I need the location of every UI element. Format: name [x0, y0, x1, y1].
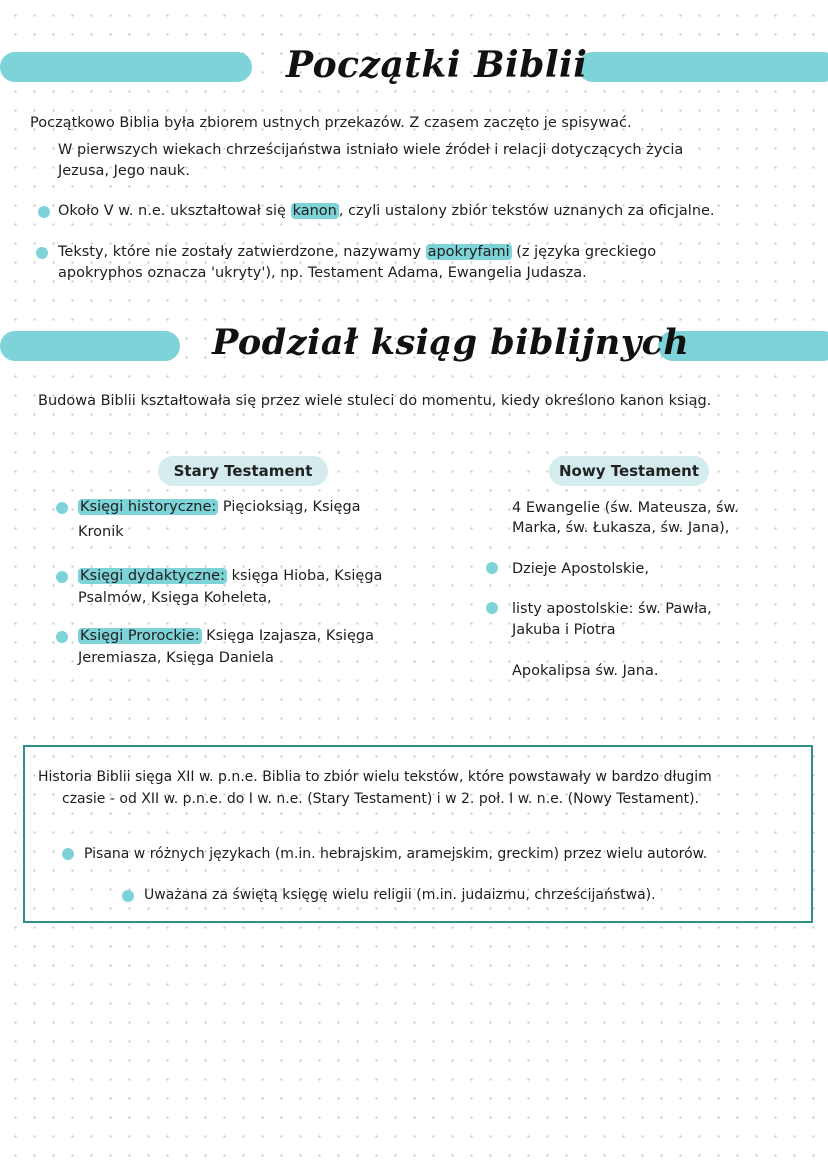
- highlight-label: Księgi Prorockie:: [80, 628, 200, 644]
- bullet-dot: [36, 247, 48, 259]
- highlight-term: kanon: [292, 203, 337, 219]
- ot-item: [78, 497, 361, 518]
- text-fragment: (z języka greckiego: [511, 244, 657, 260]
- nt-apocalypse: Apokalipsa św. Jana.: [512, 663, 659, 679]
- text-fragment: Pięcioksiąg, Księga: [218, 499, 361, 515]
- text-fragment: , czyli ustalony zbiór tekstów uznanych za oficjalne.: [338, 203, 715, 219]
- text-fragment: Około V w. n.e. ukształtował się: [58, 203, 291, 219]
- highlight-term: apokryfami: [427, 244, 510, 260]
- nt-acts: Dzieje Apostolskie,: [512, 561, 649, 577]
- nt-letters-line2: Jakuba i Piotra: [512, 622, 616, 638]
- old-testament-heading: Stary Testament: [158, 456, 328, 486]
- highlight-label: Księgi historyczne:: [80, 499, 217, 515]
- intro-text: Początkowo Biblia była zbiorem ustnych przekazów. Z czasem zaczęto je spisywać.: [30, 115, 632, 131]
- summary-line: czasie - od XII w. p.n.e. do I w. n.e. (Stary Testament) i w 2. poł. I w. n.e. (Nowy Testament).: [62, 791, 699, 807]
- summary-bullet: Uważana za świętą księgę wielu religii (m.in. judaizmu, chrześcijaństwa).: [144, 887, 656, 903]
- nt-letters: listy apostolskie: św. Pawła,: [512, 601, 712, 617]
- text-fragment: Księga Izajasza, Księga: [201, 628, 374, 644]
- ot-item-line2: Psalmów, Księga Koheleta,: [78, 590, 272, 606]
- summary-bullet: Pisana w różnych językach (m.in. hebrajskim, aramejskim, greckim) przez wielu autorów.: [84, 846, 708, 862]
- bullet-dot: [56, 502, 68, 514]
- bullet-dot: [122, 890, 134, 902]
- summary-line: Historia Biblii sięga XII w. p.n.e. Biblia to zbiór wielu tekstów, które powstawały w bardzo długim: [38, 769, 712, 785]
- text-fragment: księga Hioba, Księga: [226, 568, 383, 584]
- bullet-dot: [62, 848, 74, 860]
- bullet-dot: [486, 602, 498, 614]
- bullet-dot: [486, 562, 498, 574]
- paragraph-line: Jezusa, Jego nauk.: [58, 163, 190, 179]
- ot-item: [78, 626, 374, 647]
- new-testament-heading: Nowy Testament: [549, 456, 709, 486]
- division-intro: Budowa Biblii kształtowała się przez wiele stuleci do momentu, kiedy określono kanon ksiąg.: [38, 393, 712, 409]
- text-fragment: Teksty, które nie zostały zatwierdzone, nazywamy: [58, 244, 426, 260]
- bullet-apocrypha-line2: apokryphos oznacza 'ukryty'), np. Testament Adama, Ewangelia Judasza.: [58, 265, 587, 281]
- title-bar-left: [0, 52, 252, 82]
- ot-item-line2: Kronik: [78, 524, 124, 540]
- ot-item: [78, 566, 382, 587]
- bullet-canon: [58, 201, 715, 222]
- highlight-label: Księgi dydaktyczne:: [80, 568, 225, 584]
- bullet-dot: [56, 631, 68, 643]
- paragraph-line: W pierwszych wiekach chrześcijaństwa istniało wiele źródeł i relacji dotyczących życia: [58, 142, 684, 158]
- section-title-division: Podział ksiąg biblijnych: [212, 322, 690, 363]
- nt-gospels-line2: Marka, św. Łukasza, św. Jana),: [512, 520, 730, 536]
- ot-item-line2: Jeremiasza, Księga Daniela: [78, 650, 274, 666]
- title-bar-right: [578, 52, 828, 82]
- nt-gospels: 4 Ewangelie (św. Mateusza, św.: [512, 500, 739, 516]
- bullet-dot: [38, 206, 50, 218]
- bullet-apocrypha: [58, 242, 656, 263]
- title-bar-left: [0, 331, 180, 361]
- bullet-dot: [56, 571, 68, 583]
- section-title-origins: Początki Biblii: [286, 44, 588, 86]
